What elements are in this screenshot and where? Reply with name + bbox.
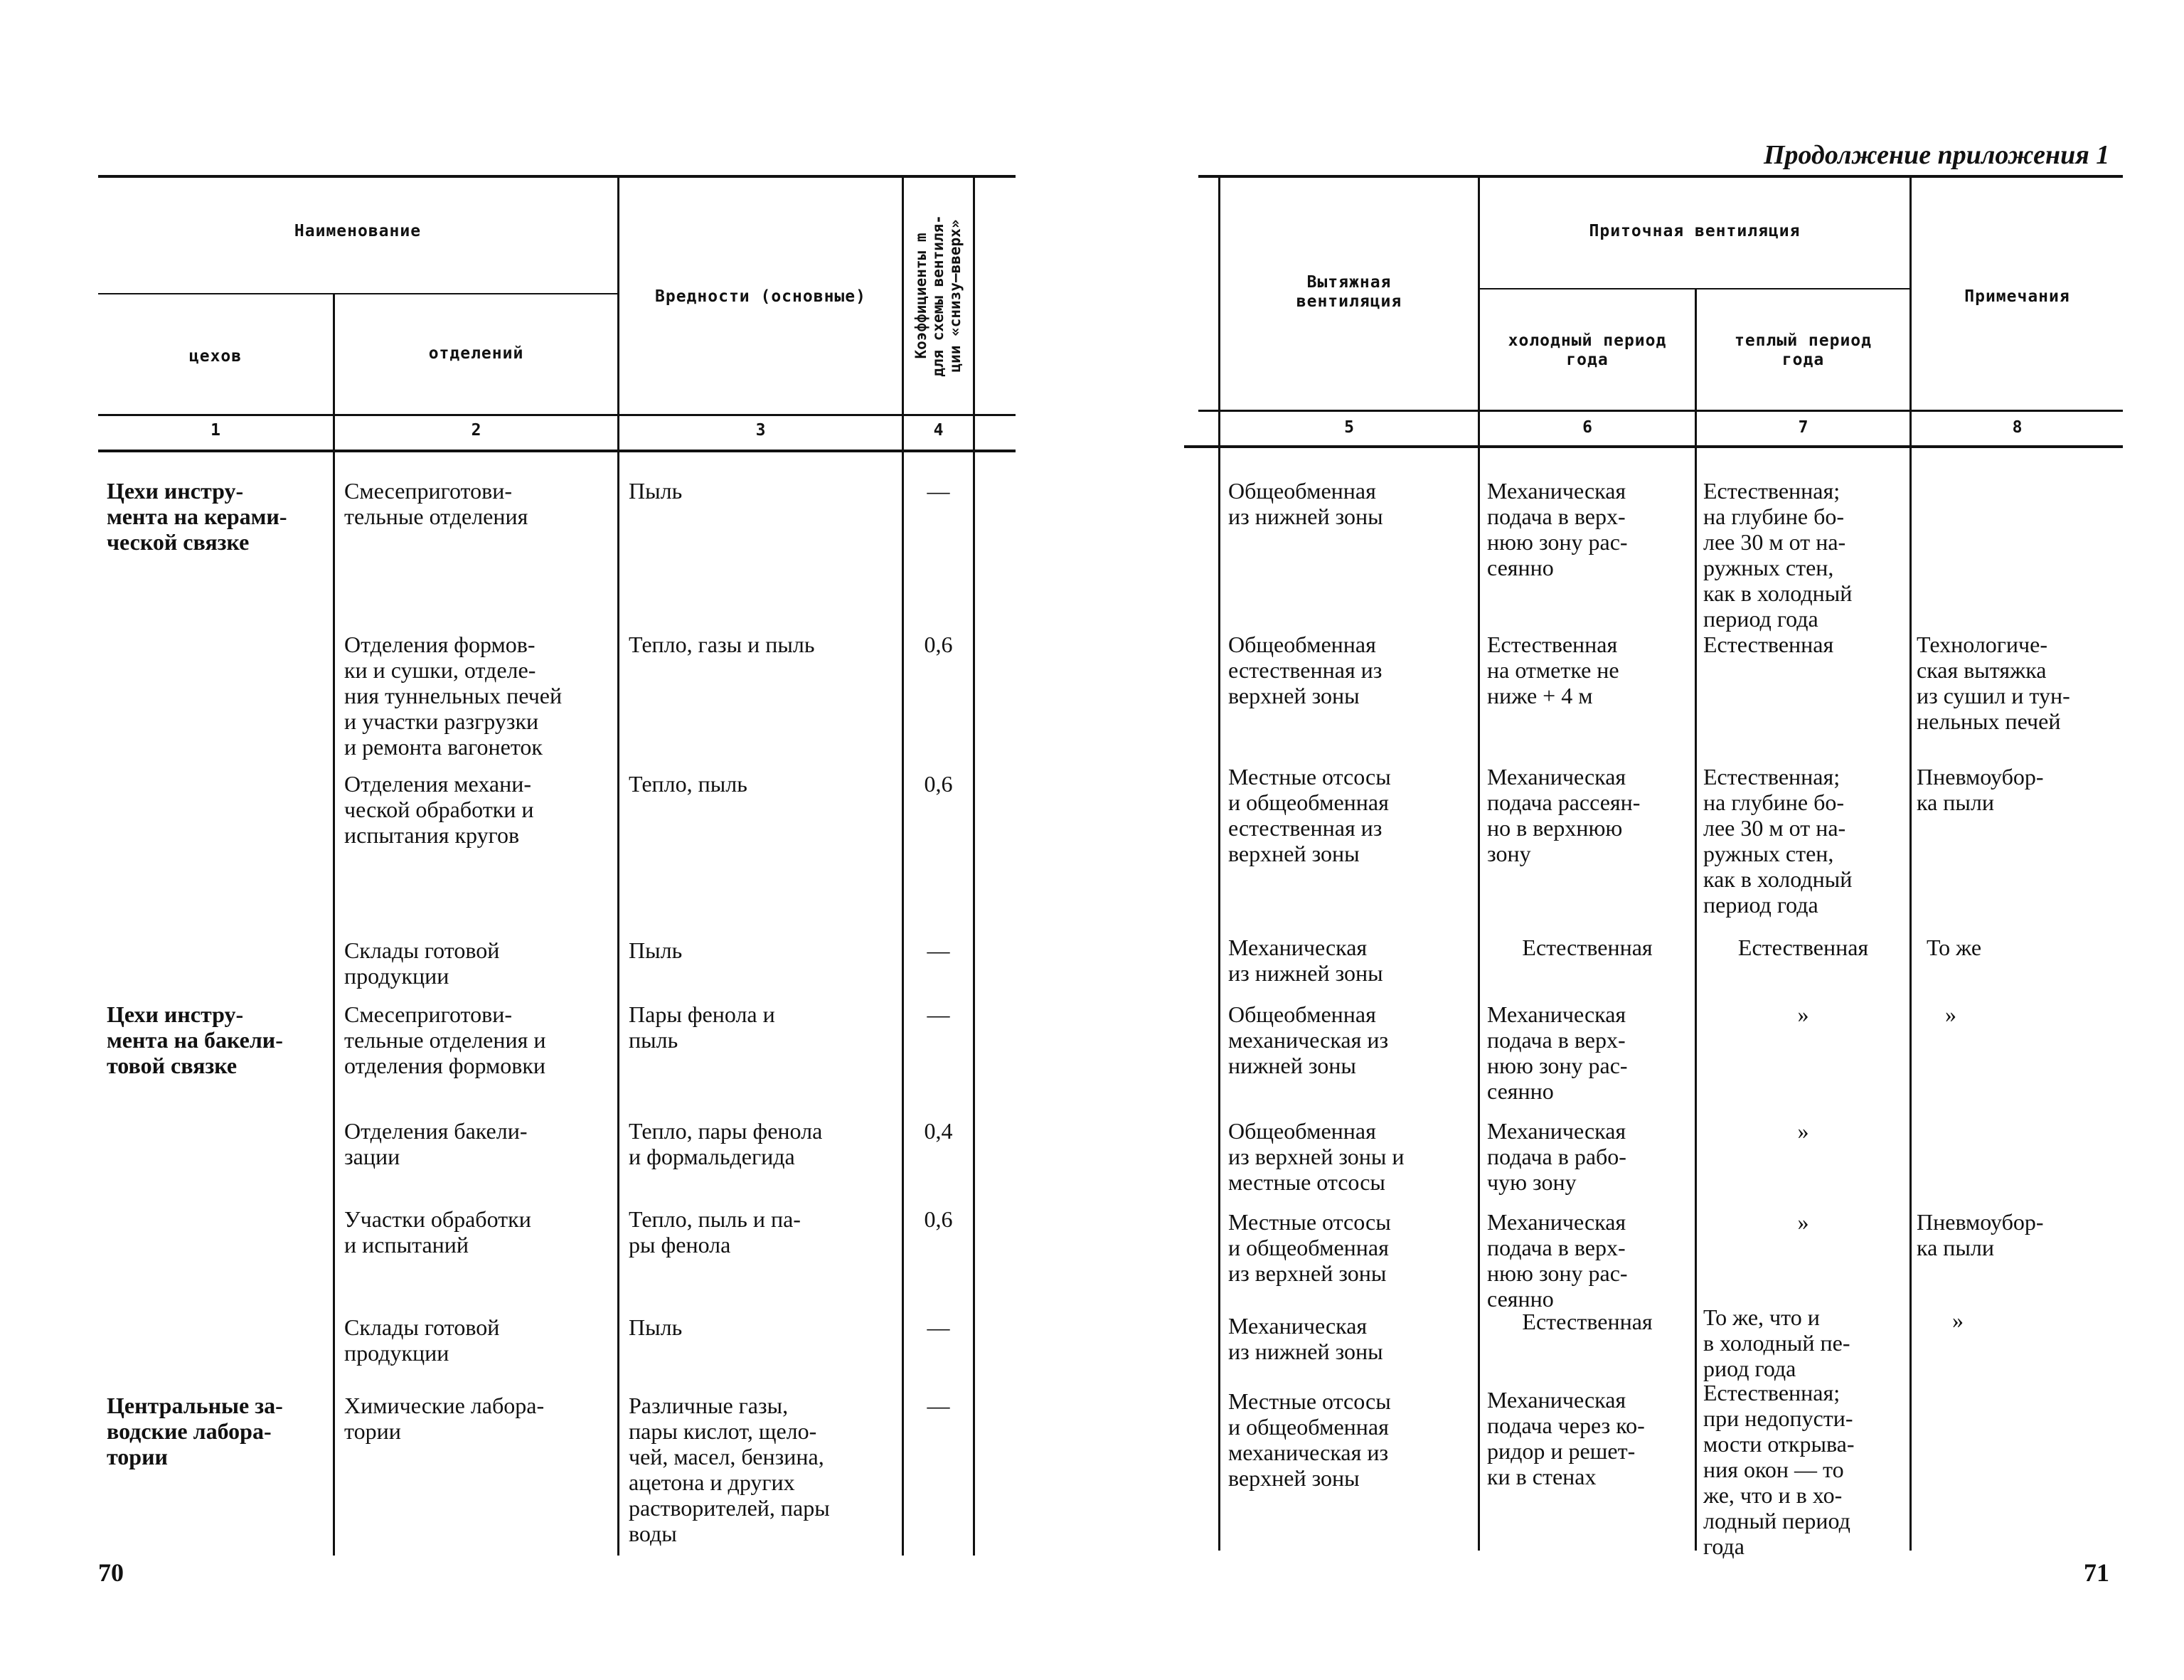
table-top-rule (98, 175, 1016, 178)
kholodny-cell: Механическая подача через ко- ридор и решет- ки в стенах (1487, 1387, 1645, 1489)
otdelenie-cell: Отделения бакели- зации (344, 1118, 528, 1169)
header-vytyazhnaya: Вытяжная вентиляция (1296, 273, 1402, 311)
colnum-4: 4 (933, 421, 944, 440)
primechaniya-cell: Технологиче- ская вытяжка из сушил и тун- нельных печей (1917, 632, 2070, 734)
vytyazhnaya-cell: Общеобменная естественная из верхней зоны (1228, 632, 1383, 708)
header-kholodny: холодный период года (1508, 331, 1667, 369)
primechaniya-cell: Пневмоубор- ка пыли (1917, 1209, 2044, 1260)
coef-cell: — (927, 1314, 950, 1340)
col-divider-7 (1695, 288, 1697, 1551)
coef-cell: 0,6 (924, 771, 953, 797)
vrednosti-cell: Пыль (629, 1314, 683, 1340)
vytyazhnaya-cell: Местные отсосы и общеобменная естественная из верхней зоны (1228, 764, 1391, 866)
otdelenie-cell: Химические лабора- тории (344, 1393, 545, 1444)
teply-cell: Естественная (1703, 632, 1834, 657)
vrednosti-cell: Различные газы, пары кислот, щело- чей, масел, бензина, ацетона и других растворителей, пары воды (629, 1393, 830, 1546)
tsekh-cell: Цехи инстру- мента на бакели- товой связке (107, 1001, 283, 1078)
otdelenie-cell: Отделения механи- ческой обработки и испытания кругов (344, 771, 534, 848)
teply-cell: Естественная; на глубине бо- лее 30 м от на- ружных стен, как в холодный период года (1703, 478, 1853, 632)
kholodny-cell: Естественная на отметке не ниже + 4 м (1487, 632, 1619, 708)
koeff-line-3: ции «снизу—вверх» (947, 219, 964, 373)
primechaniya-cell: » (1952, 1307, 1964, 1333)
colnum-5: 5 (1344, 418, 1354, 437)
vytyazhnaya-cell: Местные отсосы и общеобменная механическая из верхней зоны (1228, 1388, 1391, 1491)
page-number-right: 71 (2084, 1558, 2109, 1587)
running-head: Продолжение приложения 1 (1764, 140, 2110, 170)
tsekh-cell: Центральные за- водские лабора- тории (107, 1393, 283, 1469)
coef-cell: 0,6 (924, 1206, 953, 1232)
header-pritochnaya: Приточная вентиляция (1589, 222, 1801, 240)
koeff-line-2: для схемы вентиля- (929, 215, 947, 377)
vrednosti-cell: Пыль (629, 937, 683, 963)
header-teply: теплый период года (1734, 331, 1872, 369)
col-divider-5 (1218, 176, 1220, 1551)
koeff-line-1: Коэффициенты m (912, 233, 929, 359)
kholodny-cell: Естественная (1522, 1309, 1653, 1334)
colnum-bottom-rule (98, 450, 1016, 452)
otdelenie-cell: Склады готовой продукции (344, 1314, 500, 1366)
header-vrednosti: Вредности (основные) (655, 287, 866, 306)
header-tsekhov: цехов (188, 347, 243, 366)
vytyazhnaya-cell: Механическая из нижней зоны (1228, 1313, 1383, 1364)
header-naimenovanie: Наименование (294, 222, 422, 240)
naimenovanie-underline (98, 293, 619, 294)
vrednosti-cell: Тепло, пары фенола и формальдегида (629, 1118, 823, 1169)
colnum-bottom-rule (1184, 445, 2123, 448)
vrednosti-cell: Тепло, пыль (629, 771, 747, 797)
vytyazhnaya-cell: Механическая из нижней зоны (1228, 935, 1383, 986)
kholodny-cell: Механическая подача рассеян- но в верхнюю зону (1487, 764, 1641, 866)
vytyazhnaya-cell: Общеобменная механическая из нижней зоны (1228, 1001, 1389, 1078)
header-primechaniya: Примечания (1964, 287, 2070, 306)
otdelenie-cell: Участки обработки и испытаний (344, 1206, 531, 1258)
teply-cell: » (1797, 1001, 1809, 1027)
colnum-1: 1 (211, 421, 220, 440)
coef-cell: — (927, 937, 950, 963)
colnum-6: 6 (1582, 418, 1592, 437)
coef-cell: 0,4 (924, 1118, 953, 1144)
right-page (1092, 0, 2184, 1680)
teply-cell: Естественная; при недопусти- мости открыва- ния окон — то же, что и в хо- лодный период года (1703, 1380, 1855, 1559)
colnum-2: 2 (471, 421, 481, 440)
teply-cell: » (1797, 1118, 1809, 1144)
col-divider-6 (1478, 176, 1480, 1551)
vytyazhnaya-cell: Местные отсосы и общеобменная из верхней зоны (1228, 1209, 1391, 1286)
coef-cell: 0,6 (924, 632, 953, 657)
otdelenie-cell: Смесеприготови- тельные отделения и отделения формовки (344, 1001, 546, 1078)
primechaniya-cell: » (1945, 1001, 1956, 1027)
coef-cell: — (927, 1393, 950, 1418)
kholodny-cell: Механическая подача в рабо- чую зону (1487, 1118, 1626, 1195)
otdelenie-cell: Отделения формов- ки и сушки, отделе- ния туннельных печей и участки разгрузки и ремонта вагонеток (344, 632, 563, 760)
col-divider-1 (333, 293, 335, 1556)
otdelenie-cell: Смесеприготови- тельные отделения (344, 478, 528, 529)
col-divider-2 (617, 176, 619, 1556)
colnum-3: 3 (755, 421, 766, 440)
vrednosti-cell: Пары фенола и пыль (629, 1001, 775, 1053)
vytyazhnaya-cell: Общеобменная из верхней зоны и местные отсосы (1228, 1118, 1405, 1195)
table-top-rule (1198, 175, 2123, 178)
header-koeff (904, 178, 973, 414)
teply-cell: То же, что и в холодный пе- риод года (1703, 1304, 1850, 1381)
vytyazhnaya-cell: Общеобменная из нижней зоны (1228, 478, 1383, 529)
otdelenie-cell: Склады готовой продукции (344, 937, 500, 989)
kholodny-cell: Механическая подача в верх- нюю зону рас- сеянно (1487, 478, 1628, 580)
teply-cell: Естественная (1737, 935, 1869, 960)
coef-cell: — (927, 1001, 950, 1027)
teply-cell: » (1797, 1209, 1809, 1235)
header-bottom-rule (1198, 410, 2123, 412)
tsekh-cell: Цехи инстру- мента на керами- ческой связке (107, 478, 287, 555)
colnum-7: 7 (1798, 418, 1809, 437)
vrednosti-cell: Пыль (629, 478, 683, 504)
colnum-8: 8 (2012, 418, 2023, 437)
header-otdeleniy: отделений (428, 344, 524, 363)
col-divider-4 (973, 176, 975, 1556)
coef-cell: — (927, 478, 950, 504)
header-bottom-rule (98, 414, 1016, 416)
primechaniya-cell: Пневмоубор- ка пыли (1917, 764, 2044, 815)
teply-cell: Естественная; на глубине бо- лее 30 м от на- ружных стен, как в холодный период года (1703, 764, 1853, 918)
vrednosti-cell: Тепло, пыль и па- ры фенола (629, 1206, 801, 1258)
vrednosti-cell: Тепло, газы и пыль (629, 632, 815, 657)
col-divider-8 (1909, 176, 1912, 1551)
kholodny-cell: Механическая подача в верх- нюю зону рас- сеянно (1487, 1001, 1628, 1104)
kholodny-cell: Естественная (1522, 935, 1653, 960)
kholodny-cell: Механическая подача в верх- нюю зону рас- сеянно (1487, 1209, 1628, 1312)
primechaniya-cell: То же (1927, 935, 1982, 960)
page-number-left: 70 (98, 1558, 124, 1587)
